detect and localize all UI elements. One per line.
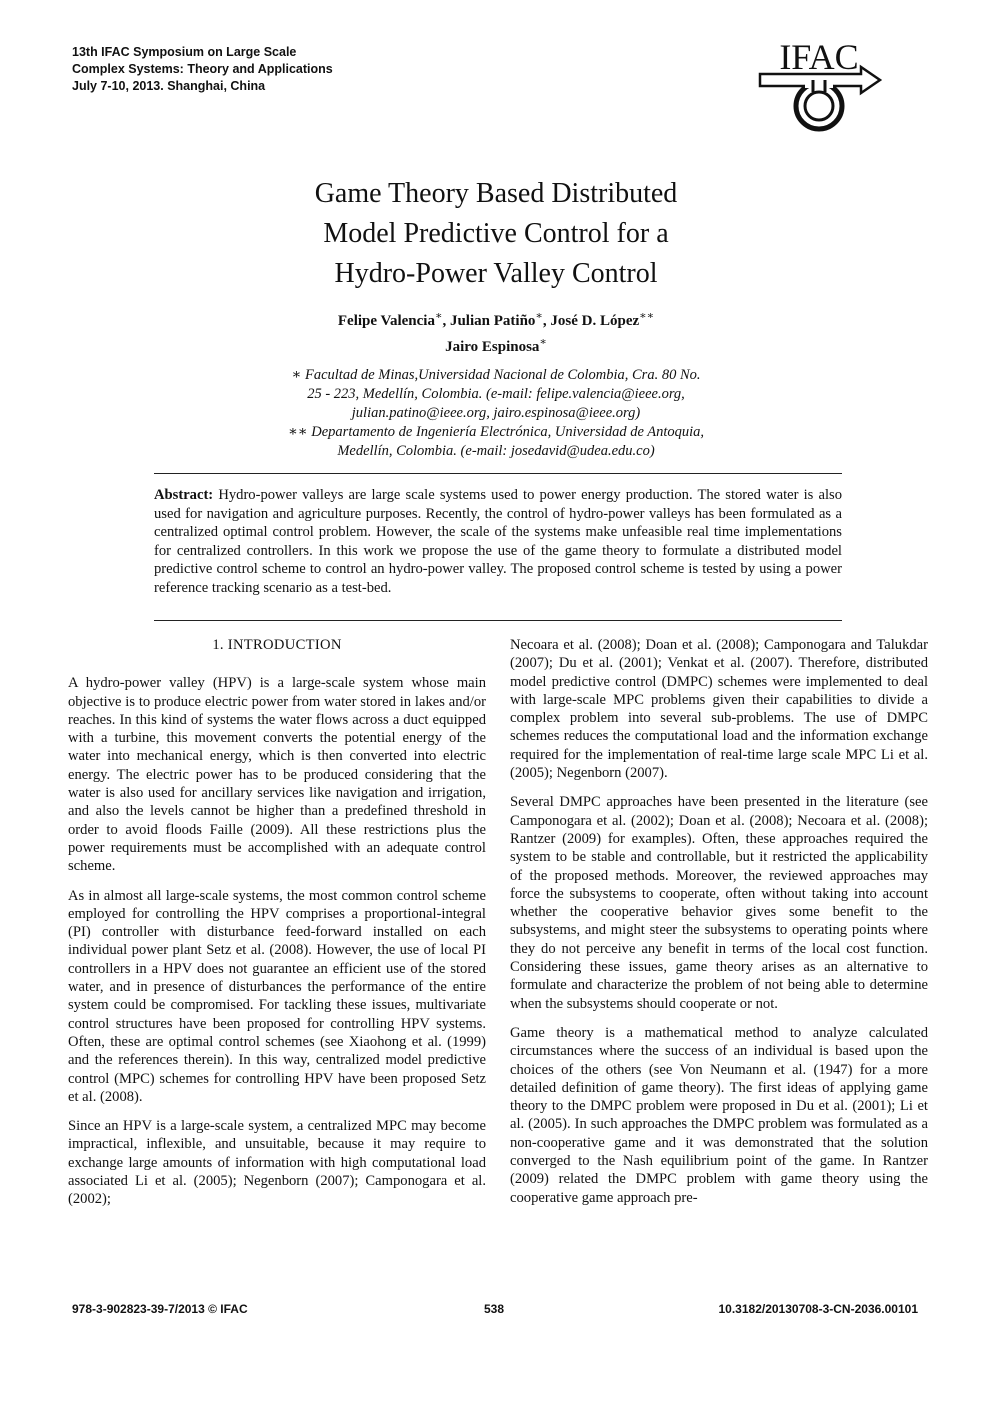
- title-line: Model Predictive Control for a: [323, 218, 669, 249]
- abstract-label: Abstract:: [154, 487, 214, 503]
- author-list: Felipe Valencia∗, Julian Patiño∗, José D. López∗∗ Jairo Espinosa∗: [337, 310, 655, 355]
- conference-line: Complex Systems: Theory and Applications: [72, 62, 333, 76]
- conference-line: July 7-10, 2013. Shanghai, China: [72, 79, 266, 93]
- author-name: Julian Patiño: [449, 313, 536, 329]
- right-column: [510, 636, 928, 1218]
- conference-header: [72, 44, 333, 95]
- section-heading: 1. INTRODUCTION: [212, 637, 342, 653]
- author-mark: ∗: [539, 336, 547, 348]
- affiliation-line: julian.patino@ieee.org, jairo.espinosa@ieee.org): [351, 405, 641, 421]
- logo-ring: [796, 83, 842, 129]
- footer-page-number: 538: [484, 1302, 505, 1316]
- abstract-bottom-rule: [154, 620, 842, 621]
- left-column: [68, 636, 486, 1220]
- paragraph: As in almost all large-scale systems, the most common control scheme employed for controlling the HPV comprises a proportional-integral (PI) controller with disturbance feed-forward installed on each individual power plant Setz et al. (2008). However, the use of local PI controllers in a HPV does not guarantee an efficient use of the stored water, and in presence of disturbances the performance of the entire system could be compromised. For tackling these issues, multivariate control structures have been proposed for controlling HPV systems. Often, these are optimal control schemes (see Xiaohong et al. (1999) and the references therein). In this way, centralized model predictive control (MPC) schemes for controlling HPV have been proposed Setz et al. (2008).: [68, 887, 486, 1105]
- abstract-text: Hydro-power valleys are large scale systems used to power energy production. The stored water is also used for navigation and agriculture purposes. Recently, the control of hydro-power valleys has been formulated as a centralized optimal control problem. However, the scale of the systems make unfeasible real time implementations for centralized controllers. In this work we propose the use of the game theory to formulate a distributed model predictive control scheme to control an hydro-power valley. The proposed control scheme is tested by using a power reference tracking scenario as a test-bed.: [154, 487, 842, 596]
- conference-line: 13th IFAC Symposium on Large Scale: [72, 45, 297, 59]
- affiliation-line: 25 - 223, Medellín, Colombia. (e-mail: felipe.valencia@ieee.org,: [307, 386, 685, 402]
- author-mark: ∗∗: [639, 310, 655, 322]
- paragraph: Several DMPC approaches have been presented in the literature (see Camponogara et al. (2002); Doan et al. (2008); Necoara et al. (2008); Rantzer (2009) for examples). Often, these approaches required the system to be stable and controllable, but it restricted the applicability of the proposed methods. Moreover, the reviewed approaches may force the subsystems to cooperate, often without taking into account whether the cooperative behavior gives some benefit to the subsystems, and might steer the subsystems to operating points where they do not perceive any benefit in terms of the local cost function. Considering these issues, game theory arises as an alternative to formulate and characterize the problem of not being able to determine when the subsystems should cooperate or not.: [510, 794, 928, 1012]
- abstract-top-rule: [154, 473, 842, 474]
- author-name: José D. López: [550, 313, 640, 329]
- affiliation-line: ∗∗ Departamento de Ingeniería Electrónica, Universidad de Antoquia,: [287, 424, 705, 440]
- title-line: Hydro-Power Valley Control: [334, 258, 658, 289]
- abstract: [154, 486, 842, 597]
- paragraph: Game theory is a mathematical method to analyze calculated circumstances where the success of an individual is based upon the choices of the others (see Von Neumann et al. (1947) for a more detailed definition of game theory). The first ideas of applying game theory to the DMPC problem were proposed in Du et al. (2001); Li et al. (2005). In such approaches the DMPC problem was formulated as a non-cooperative game and it was demonstrated that the solution converged to the Nash equilibrium point of the game. In Rantzer (2009) related the DMPC problem with game theory using the cooperative game approach pre-: [510, 1024, 928, 1206]
- affiliations: [160, 366, 832, 461]
- footer-doi: 10.3182/20130708-3-CN-2036.00101: [718, 1302, 918, 1316]
- author-name: Jairo Espinosa: [445, 339, 540, 355]
- author-name: Felipe Valencia: [337, 313, 435, 329]
- paragraph: A hydro-power valley (HPV) is a large-scale system whose main objective is to produce electric power from water stored in lakes and/or reaches. In this kind of systems the water flows across a duct equipped with a turbine, this movement converts the potential energy of the water into mechanical energy, which is then converted into electric energy. The electric power has to be produced considering that the water is also used for ancillary services like navigation and irrigation, and also the levels cannot be higher than a predefined threshold in order to avoid floods Faille (2009). All these restrictions plus the power requirements must be accomplished with an adequate control scheme.: [68, 675, 486, 875]
- title-line: Game Theory Based Distributed: [314, 178, 678, 209]
- ifac-logo: [757, 36, 882, 136]
- logo-text: IFAC: [779, 37, 859, 77]
- footer-isbn: 978-3-902823-39-7/2013 © IFAC: [72, 1302, 248, 1316]
- paper-title: [160, 174, 832, 294]
- author-mark: ∗: [434, 310, 443, 322]
- affiliation-line: ∗ Facultad de Minas,Universidad Nacional de Colombia, Cra. 80 No.: [291, 367, 701, 383]
- paragraph: Since an HPV is a large-scale system, a centralized MPC may become impractical, inflexible, and unsuitable, because it may require to exchange large amounts of information with high computational load associated Li et al. (2005); Negenborn (2007); Camponogara et al. (2002);: [68, 1118, 486, 1208]
- author-mark: ∗: [535, 310, 543, 322]
- logo-ring-inner: [805, 92, 833, 120]
- paragraph: Necoara et al. (2008); Doan et al. (2008); Camponogara and Talukdar (2007); Du et al. (2001); Venkat et al. (2007). Therefore, distributed model predictive control (DMPC) schemes were implemented to deal with large-scale MPC problems given their capabilities to divide a complex problem into several sub-problems. The use of DMPC schemes reduces the computational load and the information exchange required for the implementation of real-time large scale MPC Li et al. (2005); Negenborn (2007).: [510, 637, 928, 782]
- affiliation-line: Medellín, Colombia. (e-mail: josedavid@udea.edu.co): [337, 443, 655, 459]
